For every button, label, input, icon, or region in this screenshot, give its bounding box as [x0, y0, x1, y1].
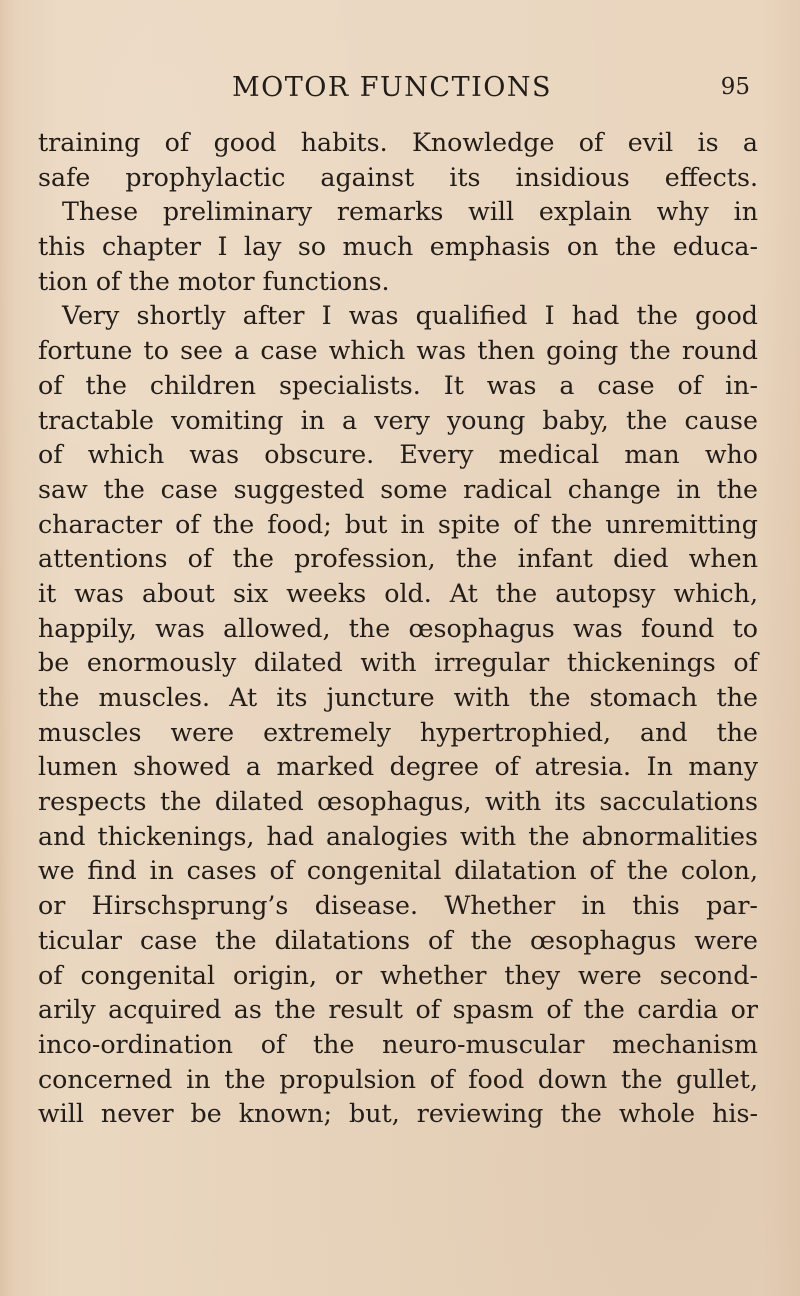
- text-line: safe prophylactic against its insidious effects.: [38, 162, 758, 192]
- running-title: MOTOR FUNCTIONS: [231, 72, 553, 103]
- text-line: and thickenings, had analogies with the abnormalities: [38, 821, 758, 851]
- text-line: of congenital origin, or whether they were second-: [38, 960, 758, 990]
- text-line: this chapter I lay so much emphasis on the educa-: [38, 232, 758, 262]
- text-line: tion of the motor functions.: [38, 266, 390, 296]
- text-line: be enormously dilated with irregular thickenings of: [38, 648, 758, 678]
- text-line: we find in cases of congenital dilatation of the colon,: [38, 856, 758, 886]
- body-text: [38, 126, 758, 1132]
- text-line: saw the case suggested some radical change in the: [38, 474, 758, 504]
- text-line: arily acquired as the result of spasm of the cardia or: [38, 995, 758, 1025]
- text-line: training of good habits. Knowledge of evil is a: [38, 128, 758, 157]
- text-line: Very shortly after I was qualified I had the good: [62, 301, 758, 331]
- text-line: it was about six weeks old. At the autopsy which,: [38, 578, 758, 608]
- text-line: attentions of the profession, the infant died when: [38, 544, 758, 574]
- text-line: character of the food; but in spite of the unremitting: [38, 509, 758, 539]
- text-line: happily, was allowed, the œsophagus was found to: [38, 613, 758, 643]
- text-line: These preliminary remarks will explain why in: [62, 197, 758, 227]
- text-line: will never be known; but, reviewing the whole his-: [38, 1099, 758, 1129]
- text-line: concerned in the propulsion of food down the gullet,: [38, 1064, 758, 1094]
- text-line: respects the dilated œsophagus, with its sacculations: [38, 787, 758, 817]
- page-header: [0, 72, 800, 112]
- text-line: lumen showed a marked degree of atresia. In many: [38, 752, 758, 782]
- text-line: of which was obscure. Every medical man who: [38, 440, 758, 470]
- text-line: or Hirschsprung’s disease. Whether in this par-: [38, 891, 758, 921]
- text-line: ticular case the dilatations of the œsophagus were: [38, 925, 758, 955]
- page-number: 95: [720, 74, 750, 100]
- text-line: muscles were extremely hypertrophied, and the: [38, 717, 758, 747]
- text-line: inco-ordination of the neuro-muscular mechanism: [38, 1029, 758, 1059]
- text-line: of the children specialists. It was a case of in-: [38, 370, 758, 400]
- text-line: tractable vomiting in a very young baby, the cause: [38, 405, 758, 435]
- text-line: fortune to see a case which was then going the round: [38, 336, 758, 366]
- text-line: the muscles. At its juncture with the stomach the: [38, 683, 758, 712]
